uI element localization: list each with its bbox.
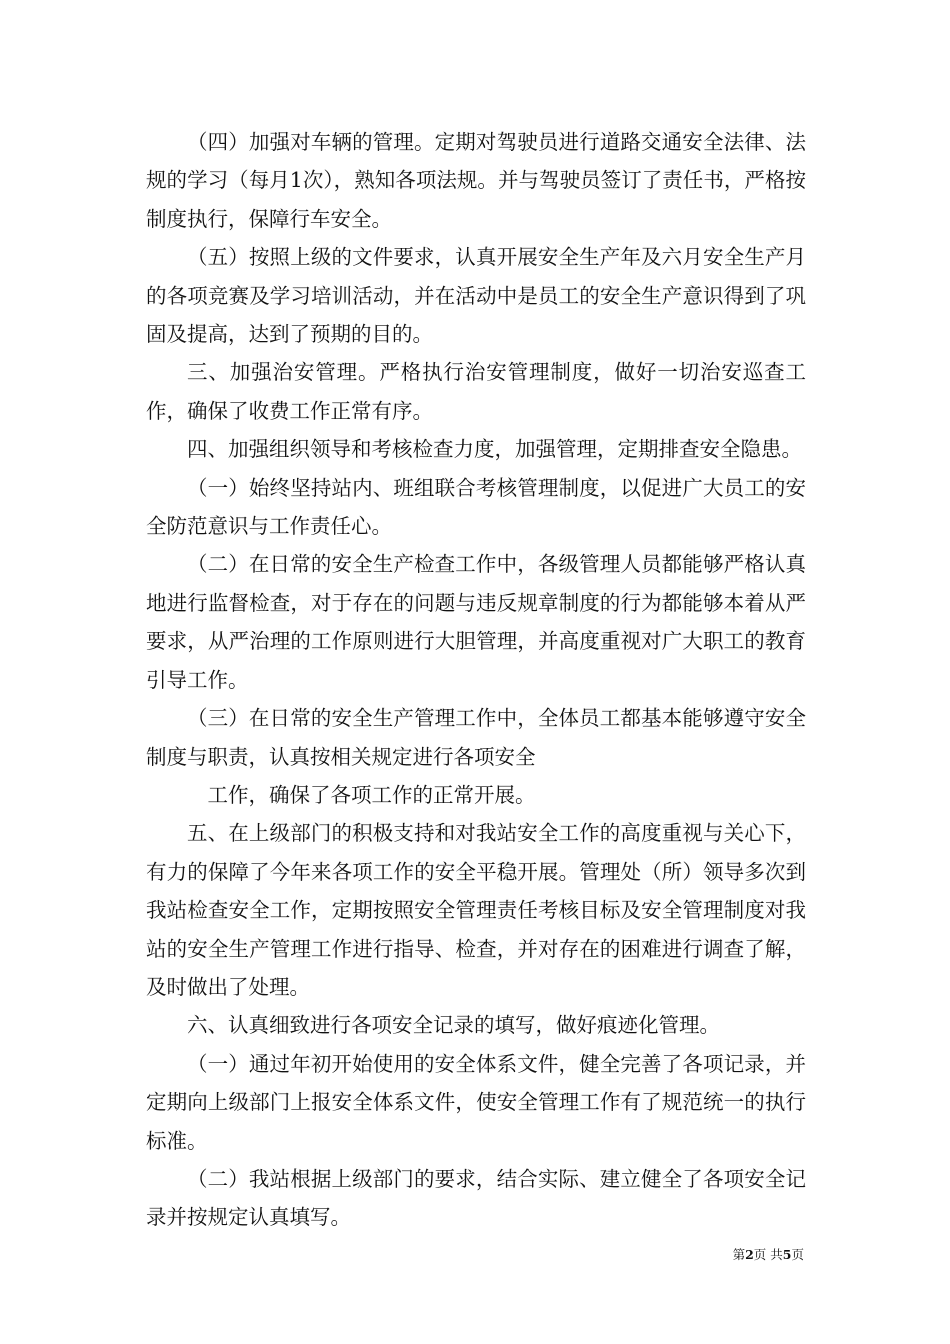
paragraph-safety-records: 六、认真细致进行各项安全记录的填写，做好痕迹化管理。 (187, 1013, 720, 1038)
paragraph-daily-management: （三）在日常的安全生产管理工作中，全体员工都基本能够遵守安全制度与职责，认真按相关规定进行各项安全 (146, 706, 806, 769)
paragraph-safety-month: （五）按照上级的文件要求，认真开展安全生产年及六月安全生产月的各项竞赛及学习培训活动，并在活动中是员工的安全生产意识得到了巩固及提高，达到了预期的目的。 (146, 245, 806, 347)
page-total: 5 (782, 1247, 792, 1262)
document-body (146, 123, 806, 1237)
paragraph-joint-assessment: （一）始终坚持站内、班组联合考核管理制度，以促进广大员工的安全防范意识与工作责任心。 (146, 475, 806, 539)
paragraph-leadership-inspection: 四、加强组织领导和考核检查力度，加强管理，定期排查安全隐患。 (187, 437, 802, 462)
page-current: 2 (745, 1247, 754, 1262)
page-number-footer (733, 1247, 804, 1263)
paragraph-safety-system-files: （一）通过年初开始使用的安全体系文件，健全完善了各项记录，并定期向上级部门上报安全体系文件，使安全管理工作有了规范统一的执行标准。 (146, 1051, 806, 1153)
paragraph-daily-inspection: （二）在日常的安全生产检查工作中，各级管理人员都能够严格认真地进行监督检查，对于存在的问题与违反规章制度的行为都能够本着从严要求，从严治理的工作原则进行大胆管理，并高度重视对广大职工的教育引导工作。 (146, 552, 806, 692)
paragraph-superior-support: 五、在上级部门的积极支持和对我站安全工作的高度重视与关心下，有力的保障了今年来各项工作的安全平稳开展。管理处（所）领导多次到我站检查安全工作，定期按照安全管理责任考核目标及安全管理制度对我站的安全生产管理工作进行指导、检查，并对存在的困难进行调查了解，及时做出了处理。 (146, 821, 806, 999)
page-mid: 页 共 (753, 1247, 783, 1262)
paragraph-daily-management-continued: 工作，确保了各项工作的正常开展。 (207, 782, 536, 807)
paragraph-vehicle-management: （四）加强对车辆的管理。定期对驾驶员进行道路交通安全法律、法规的学习（每月1次），熟知各项法规。并与驾驶员签订了责任书，严格按制度执行，保障行车安全。 (146, 130, 806, 231)
page-prefix: 第 (732, 1247, 746, 1262)
paragraph-public-security: 三、加强治安管理。严格执行治安管理制度，做好一切治安巡查工作，确保了收费工作正常有序。 (146, 360, 806, 423)
paragraph-record-keeping: （二）我站根据上级部门的要求，结合实际、建立健全了各项安全记录并按规定认真填写。 (146, 1166, 806, 1230)
page-suffix: 页 (791, 1247, 804, 1262)
